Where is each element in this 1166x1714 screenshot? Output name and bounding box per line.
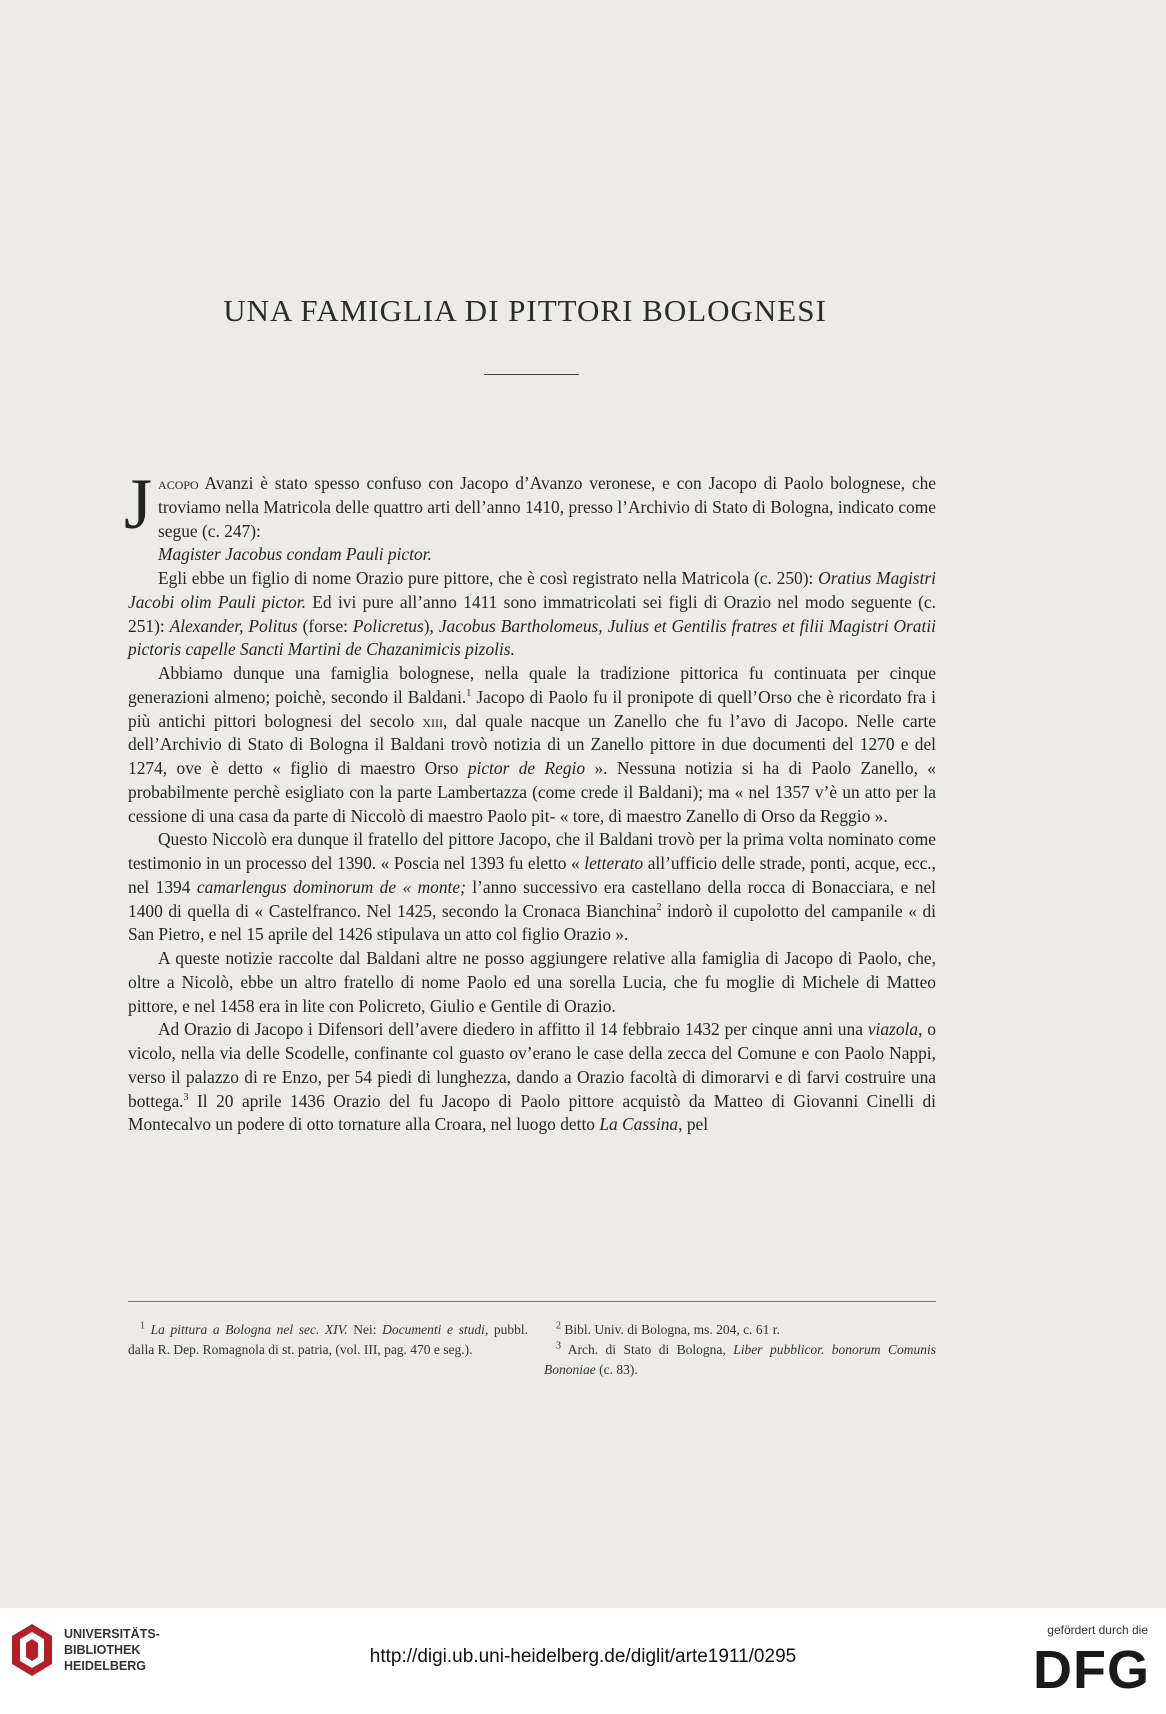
paragraph-4: Abbiamo dunque una famiglia bolognese, nella quale la tradizione pittorica fu continuata per cinque generazioni almeno; poichè, secondo il Baldani.$^1$ Jacopo di Paolo fu il pronipote di quell’Orso che è ricordato fra i più antichi pittori bolognesi del secolo xiii, dal quale nacque un Zanello che fu l’avo di Jacopo. Nelle carte dell’Archivio di Stato di Bologna il Baldani trovò notizia di un Zanello pittore in due documenti del 1270 e del 1274, ove è detto « figlio di maestro Orso pictor de Regio ». Nessuna notizia si ha di Paolo Zanello, « probabilmente perchè esigliato con la parte Lambertazza (come crede il Baldani); ma « nel 1357 v’è un atto per la cessione di una casa da parte di Niccolò di maestro Paolo pit- « tore, di maestro Zanello di Orso da Reggio ». (128, 663, 936, 826)
footnote-ref-3[interactable]: 3 (183, 1091, 189, 1103)
library-name: UNIVERSITÄTS- BIBLIOTHEK HEIDELBERG (64, 1627, 160, 1673)
paragraph-7: Ad Orazio di Jacopo i Difensori dell’avere diedero in affitto il 14 febbraio 1432 per cinque anni una viazola, o vicolo, nella via delle Scodelle, confinante col guasto ov’erano le case della zecca del Comune e con Paolo Nappi, verso il palazzo di re Enzo, per 54 piedi di lunghezza, dando a Orazio facoltà di dimorarvi e di farvi costruire una bottega.$^3$ Il 20 aprile 1436 Orazio del fu Jacopo di Paolo pittore acquistò da Matteo di Giovanni Cinelli di Montecalvo un podere di otto tornature alla Croara, nel luogo detto La Cassina, pel (128, 1019, 937, 1135)
sponsor-caption: gefördert durch die (1047, 1623, 1148, 1637)
paragraph-3: Egli ebbe un figlio di nome Orazio pure pittore, che è così registrato nella Matricola (c. 250): Oratius Magistri Jacobi olim Pauli pictor. Ed ivi pure all’anno 1411 sono immatricolati sei figli di Orazio nel modo seguente (c. 251): Alexander, Politus (forse: Policretus), Jacobus Bartholomeus, Julius et Gentilis fratres et filii Magistri Oratii pictoris capelle Sancti Martini de Chazanimicis pizolis. (128, 568, 936, 660)
footnote-divider (128, 1301, 936, 1302)
permalink-url[interactable]: http://digi.ub.uni-heidelberg.de/diglit/arte1911/0295 (369, 1646, 797, 1667)
dfg-logo: DFG (1033, 1640, 1150, 1700)
footnotes-left (128, 1320, 528, 1360)
footnote-ref-2[interactable]: 2 (656, 901, 662, 913)
footnotes-right (544, 1320, 936, 1380)
paragraph-6: A queste notizie raccolte dal Baldani altre ne posso aggiungere relative alla famiglia di Jacopo di Paolo, che, oltre a Nicolò, ebbe un altro fratello di nome Paolo ed una sorella Lucia, che fu moglie di Michele di Matteo pittore, e nel 1458 era in lite con Policreto, Giulio e Gentile di Orazio. (128, 948, 936, 1016)
title-divider (484, 374, 579, 375)
paragraph-1: Jacopo Avanzi è stato spesso confuso con Jacopo d’Avanzo veronese, e con Jacopo di Paolo bolognese, che troviamo nella Matricola delle quattro arti dell’anno 1410, presso l’Archivio di Stato di Bologna, indicato come segue (c. 247): (124, 464, 936, 544)
footnote-1: $^1$ La pittura a Bologna nel sec. XIV. Nei: Documenti e studi, pubbl. dalla R. Dep. Romagnola di st. patria, (vol. III, pag. 470 e seg.). (128, 1320, 528, 1357)
paragraph-5: Questo Niccolò era dunque il fratello del pittore Jacopo, che il Baldani trovò per la prima volta nominato come testimonio in un processo del 1390. « Poscia nel 1393 fu eletto « letterato all’ufficio delle strade, ponti, acque, ecc., nel 1394 camarlengus dominorum de « monte; l’anno successivo era castellano della rocca di Bonacciara, e nel 1400 di quella di « Castelfranco. Nel 1425, secondo la Cronaca Bianchina$^2$ indorò il cupolotto del campanile « di San Pietro, e nel 15 aprile del 1426 stipulava un atto col figlio Orazio ». (128, 829, 936, 945)
footnote-2: $^2$ Bibl. Univ. di Bologna, ms. 204, c. 61 r. (556, 1320, 780, 1337)
footnote-3: $^3$ Arch. di Stato di Bologna, Liber pubblicor. bonorum Comunis Bononiae (c. 83). (544, 1340, 936, 1377)
drop-cap: J (124, 464, 153, 544)
article-body (124, 464, 937, 1137)
paragraph-2: Magister Jacobus condam Pauli pictor. (158, 544, 432, 565)
footnote-ref-1[interactable]: 1 (466, 687, 472, 699)
article-title: UNA FAMIGLIA DI PITTORI BOLOGNESI (223, 293, 827, 328)
